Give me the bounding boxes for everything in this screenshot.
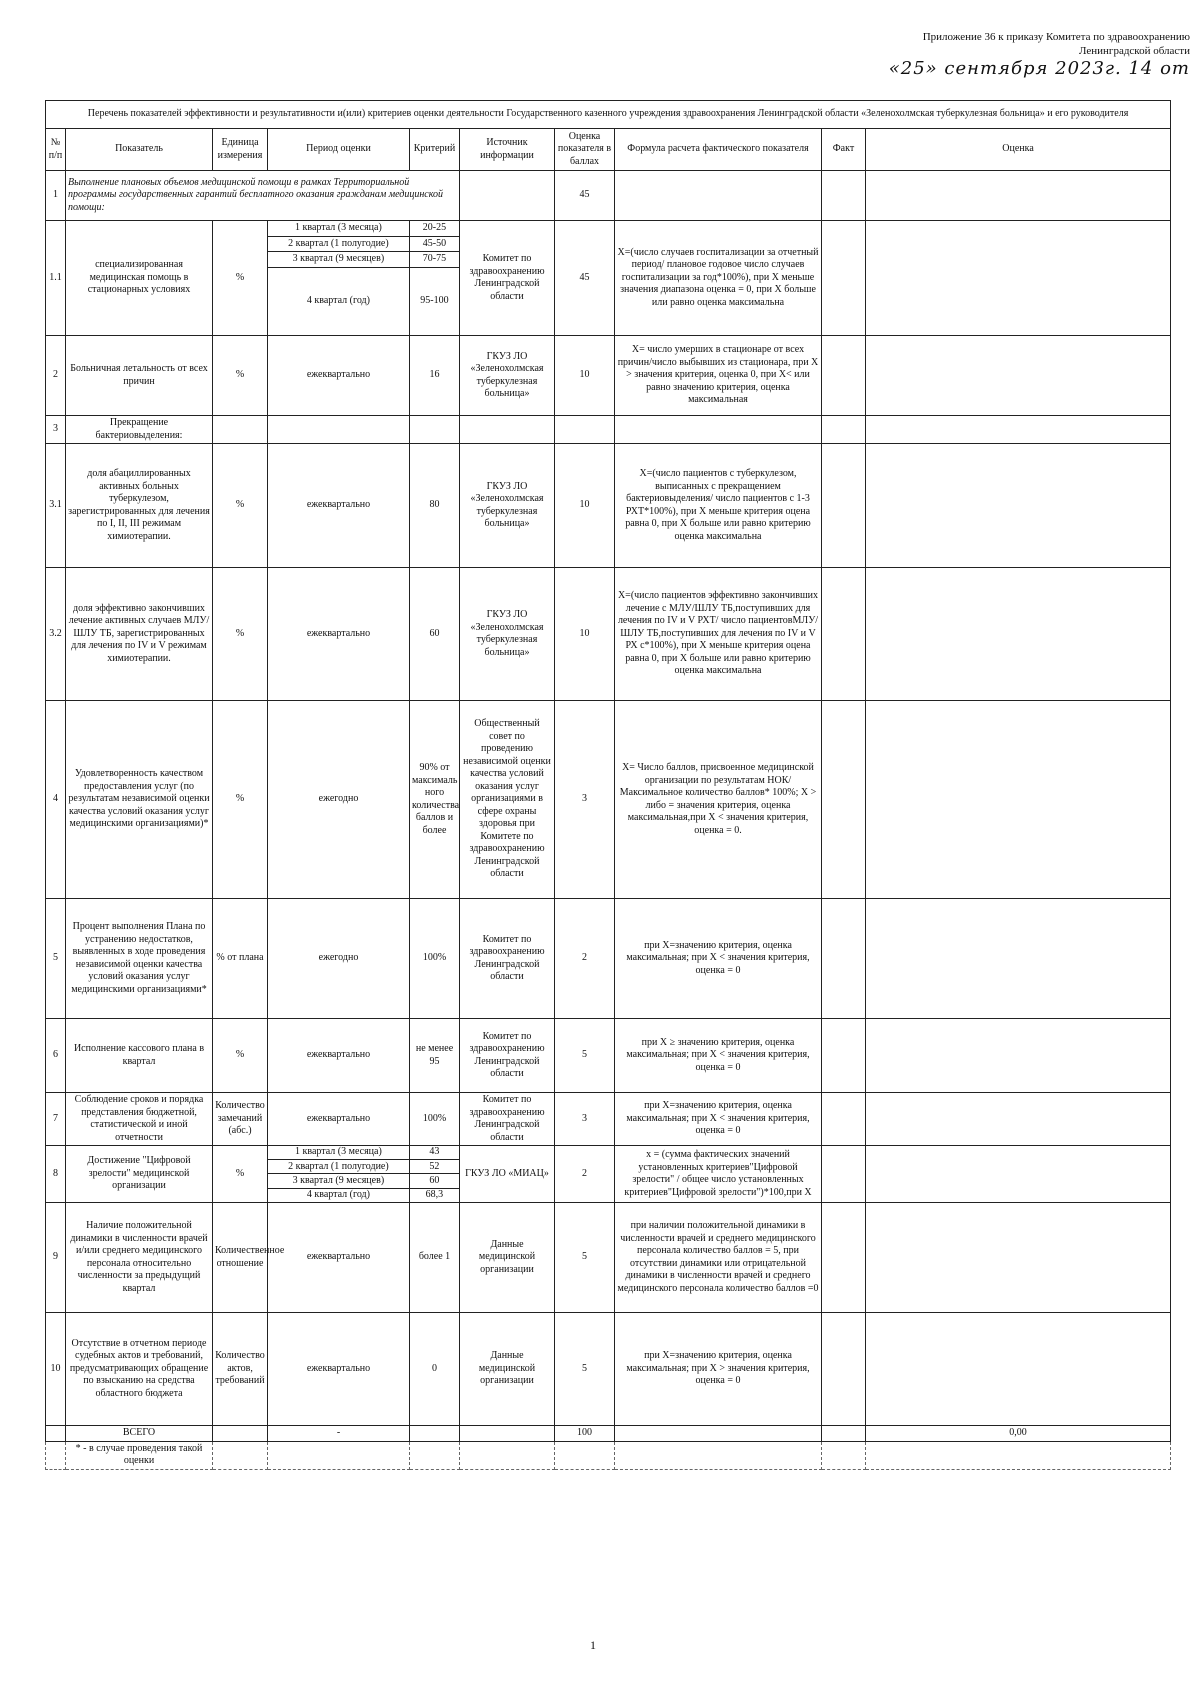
table-row [46, 899, 1171, 1019]
total-score: 100 [555, 1426, 615, 1442]
row-fact [822, 1313, 866, 1426]
row-formula: х = (сумма фактических значений установленных критериев"Цифровой зрелости" / общее число установленных критериев"Цифровой зрелости")*100,при Х [615, 1146, 822, 1203]
row-indicator: Процент выполнения Плана по устранению недостатков, выявленных в ходе проведения независимой оценки качества условий оказания услуг медицинскими организациями* [66, 899, 213, 1019]
row-num: 3.2 [46, 568, 66, 701]
row-source [460, 416, 555, 444]
period-q3: 3 квартал (9 месяцев) [268, 1174, 409, 1188]
row-indicator: Выполнение плановых объемов медицинской помощи в рамках Территориальной программы государственных гарантий бесплатного оказания гражданам медицинской помощи: [66, 171, 460, 221]
page-number: 1 [590, 1638, 596, 1652]
row-fact [822, 899, 866, 1019]
row-criterion [410, 1441, 460, 1469]
row-unit [213, 1426, 268, 1442]
row-score: 2 [555, 899, 615, 1019]
row-score: 3 [555, 701, 615, 899]
row-source [460, 1441, 555, 1469]
row-fact [822, 1426, 866, 1442]
row-period: ежегодно [268, 701, 410, 899]
row-score: 10 [555, 444, 615, 568]
row-formula [615, 416, 822, 444]
criterion-q3: 70-75 [409, 252, 459, 268]
table-row [46, 336, 1171, 416]
row-fact [822, 1019, 866, 1093]
row-score: 45 [555, 221, 615, 336]
row-evaluation [866, 899, 1171, 1019]
period-criteria-block [268, 1146, 460, 1203]
row-period: ежеквартально [268, 1019, 410, 1093]
col-unit: Единица измерения [213, 129, 268, 171]
row-unit [213, 1441, 268, 1469]
row-formula [615, 1426, 822, 1442]
row-fact [822, 336, 866, 416]
table-row [46, 568, 1171, 701]
table-row [46, 171, 1171, 221]
row-criterion: 60 [410, 568, 460, 701]
row-unit: % [213, 221, 268, 336]
row-indicator: Прекращение бактериовыделения: [66, 416, 213, 444]
row-period: ежеквартально [268, 568, 410, 701]
col-period: Период оценки [268, 129, 410, 171]
criterion-q4: 95-100 [420, 295, 449, 306]
row-source: Данные медицинской организации [460, 1313, 555, 1426]
row-criterion: не менее 95 [410, 1019, 460, 1093]
row-formula: при Х=значению критерия, оценка максимальная; при Х < значения критерия, оценка = 0 [615, 899, 822, 1019]
row-formula: Х= число умерших в стационаре от всех причин/число выбывших из стационара, при Х > значения критерия, оценка 0, при Х< или равно значению критерия, оценка максимальная [615, 336, 822, 416]
row-fact [822, 568, 866, 701]
row-source: ГКУЗ ЛО «Зеленохолмская туберкулезная больница» [460, 568, 555, 701]
row-criterion [410, 1426, 460, 1442]
period-q2: 2 квартал (1 полугодие) [268, 236, 409, 252]
row-num: 3.1 [46, 444, 66, 568]
row-period: ежеквартально [268, 1093, 410, 1146]
row-source: Комитет по здравоохранению Ленинградской области [460, 899, 555, 1019]
row-source: ГКУЗ ЛО «Зеленохолмская туберкулезная больница» [460, 336, 555, 416]
row-indicator: Достижение "Цифровой зрелости" медицинской организации [66, 1146, 213, 1203]
row-score: 10 [555, 336, 615, 416]
row-indicator: специализированная медицинская помощь в стационарных условиях [66, 221, 213, 336]
criterion-q2: 52 [409, 1160, 459, 1174]
row-unit: Количественное отношение [213, 1203, 268, 1313]
table-row [46, 1093, 1171, 1146]
row-period [268, 1441, 410, 1469]
handwritten-date: «25» сентября 2023г. 14 от [888, 58, 1190, 79]
row-period: ежегодно [268, 899, 410, 1019]
criterion-q2: 45-50 [409, 236, 459, 252]
table-row [46, 1146, 1171, 1203]
row-score: 5 [555, 1203, 615, 1313]
criterion-q3: 60 [409, 1174, 459, 1188]
period-q4: 4 квартал (год) [268, 267, 409, 335]
row-unit: % [213, 1019, 268, 1093]
period-q1: 1 квартал (3 месяца) [268, 1146, 409, 1160]
row-unit: Количество замечаний (абс.) [213, 1093, 268, 1146]
col-fact: Факт [822, 129, 866, 171]
col-num: № п/п [46, 129, 66, 171]
row-period: ежеквартально [268, 336, 410, 416]
row-source: Данные медицинской организации [460, 1203, 555, 1313]
row-source: Комитет по здравоохранению Ленинградской области [460, 1093, 555, 1146]
row-evaluation [866, 444, 1171, 568]
row-evaluation [866, 568, 1171, 701]
table-row [46, 701, 1171, 899]
total-evaluation: 0,00 [866, 1426, 1171, 1442]
row-evaluation [866, 416, 1171, 444]
row-num: 4 [46, 701, 66, 899]
header-line-1: Приложение 36 к приказу Комитета по здравоохранению [922, 31, 1190, 43]
row-num: 9 [46, 1203, 66, 1313]
row-formula: при Х=значению критерия, оценка максимальная; при Х > значения критерия, оценка = 0 [615, 1313, 822, 1426]
row-indicator: Наличие положительной динамики в численности врачей и/или среднего медицинского персонала относительно численности за предыдущий квартал [66, 1203, 213, 1313]
row-score: 3 [555, 1093, 615, 1146]
row-fact [822, 1093, 866, 1146]
row-num [46, 1441, 66, 1469]
table-title: Перечень показателей эффективности и результативности и(или) критериев оценки деятельности Государственного казенного учреждения здравоохранения Ленинградской области «Зеленохолмская туберкулезная больница» и его руководителя [46, 101, 1171, 129]
row-num: 6 [46, 1019, 66, 1093]
row-unit: % [213, 701, 268, 899]
row-indicator: Больничная летальность от всех причин [66, 336, 213, 416]
period-q3: 3 квартал (9 месяцев) [268, 252, 409, 268]
row-num: 7 [46, 1093, 66, 1146]
row-score: 45 [555, 171, 615, 221]
criterion-q1: 43 [409, 1146, 459, 1160]
row-criterion: 80 [410, 444, 460, 568]
row-evaluation [866, 1313, 1171, 1426]
row-formula: Х=(число пациентов с туберкулезом, выписанных с прекращением бактериовыделения/ число пациентов с 1-3 РХТ*100%), при Х меньше критерия оцена равна 0, при Х больше или равно критерию оценка максимальна [615, 444, 822, 568]
row-formula: при Х ≥ значению критерия, оценка максимальная; при Х < значения критерия, оценка = 0 [615, 1019, 822, 1093]
table-row [46, 444, 1171, 568]
row-fact [822, 701, 866, 899]
indicators-sheet [45, 100, 1170, 1470]
row-unit: % [213, 568, 268, 701]
row-evaluation [866, 221, 1171, 336]
col-criterion: Критерий [410, 129, 460, 171]
table-row [46, 1203, 1171, 1313]
indicators-table [45, 100, 1171, 1470]
row-evaluation [866, 171, 1171, 221]
row-indicator: Удовлетворенность качеством предоставления услуг (по результатам независимой оценки качества условий оказания услуг медицинскими организациями)* [66, 701, 213, 899]
row-indicator: Исполнение кассового плана в квартал [66, 1019, 213, 1093]
total-label: ВСЕГО [66, 1426, 213, 1442]
row-evaluation [866, 1093, 1171, 1146]
row-fact [822, 444, 866, 568]
row-indicator: Соблюдение сроков и порядка представления бюджетной, статистической и иной отчетности [66, 1093, 213, 1146]
row-num: 1.1 [46, 221, 66, 336]
row-num [46, 1426, 66, 1442]
row-score: 2 [555, 1146, 615, 1203]
row-formula: при Х=значению критерия, оценка максимальная; при Х < значения критерия, оценка = 0 [615, 1093, 822, 1146]
row-formula: Х=(число пациентов эффективно закончивших лечение с МЛУ/ШЛУ ТБ,поступивших для лечения по IV и V РХТ/ число пациентовМЛУ/ШЛУ ТБ,поступивших для лечения по IV и V РХ с*100%), при Х меньше критерия оцена равна 0, при Х больше или равно критерию оценка максимальна [615, 568, 822, 701]
row-fact [822, 221, 866, 336]
row-source: Комитет по здравоохранению Ленинградской области [460, 221, 555, 336]
row-formula: Х=(число случаев госпитализации за отчетный период/ плановое годовое число случаев госпитализации за год*100%), при Х меньше значения диапазона оценка = 0, при Х больше или равно оценка максимальна [615, 221, 822, 336]
footnote-text: * - в случае проведения такой оценки [66, 1441, 213, 1469]
row-source: Общественный совет по проведению независимой оценки качества условий оказания услуг организациями в сфере охраны здоровья при Комитете по здравоохранению Ленинградской области [460, 701, 555, 899]
row-unit: % от плана [213, 899, 268, 1019]
row-num: 5 [46, 899, 66, 1019]
document-header [840, 30, 1190, 80]
row-unit: Количество актов, требований [213, 1313, 268, 1426]
row-criterion: 0 [410, 1313, 460, 1426]
row-period: ежеквартально [268, 1203, 410, 1313]
table-row [46, 1019, 1171, 1093]
row-criterion: 16 [410, 336, 460, 416]
row-criterion: более 1 [410, 1203, 460, 1313]
row-period [268, 416, 410, 444]
row-num: 3 [46, 416, 66, 444]
row-evaluation [866, 701, 1171, 899]
col-evaluation: Оценка [866, 129, 1171, 171]
row-formula [615, 1441, 822, 1469]
table-header-row [46, 129, 1171, 171]
row-indicator: доля абациллированных активных больных туберкулезом, зарегистрированных для лечения по I, II, III режимам химиотерапии. [66, 444, 213, 568]
table-row [46, 221, 1171, 336]
table-row [46, 1313, 1171, 1426]
row-source: ГКУЗ ЛО «МИАЦ» [460, 1146, 555, 1203]
row-unit: % [213, 1146, 268, 1203]
period-criteria-block [268, 221, 460, 336]
row-indicator: доля эффективно закончивших лечение активных случаев МЛУ/ШЛУ ТБ, зарегистрированных для лечения по IV и V режимам химиотерапии. [66, 568, 213, 701]
row-fact [822, 416, 866, 444]
row-criterion: 100% [410, 1093, 460, 1146]
row-period: ежеквартально [268, 444, 410, 568]
col-formula: Формула расчета фактического показателя [615, 129, 822, 171]
col-score: Оценка показателя в баллах [555, 129, 615, 171]
row-unit [213, 416, 268, 444]
row-evaluation [866, 1203, 1171, 1313]
row-source: ГКУЗ ЛО «Зеленохолмская туберкулезная больница» [460, 444, 555, 568]
row-evaluation [866, 1146, 1171, 1203]
row-evaluation [866, 1019, 1171, 1093]
row-num: 8 [46, 1146, 66, 1203]
row-formula: при наличии положительной динамики в численности врачей и среднего медицинского персонала количество баллов = 5, при отсутствии динамики или отрицательной динамики в численности врачей и среднего медицинского персонала количество баллов =0 [615, 1203, 822, 1313]
row-fact [822, 1441, 866, 1469]
row-unit: % [213, 444, 268, 568]
header-line-2: Ленинградской области [1079, 45, 1190, 57]
col-indicator: Показатель [66, 129, 213, 171]
col-source: Источник информации [460, 129, 555, 171]
row-period: ежеквартально [268, 1313, 410, 1426]
row-indicator: Отсутствие в отчетном периоде судебных актов и требований, предусматривающих обращение по взысканию на средства областного бюджета [66, 1313, 213, 1426]
row-num: 2 [46, 336, 66, 416]
row-score: 5 [555, 1019, 615, 1093]
row-source: Комитет по здравоохранению Ленинградской области [460, 1019, 555, 1093]
row-fact [822, 171, 866, 221]
row-formula [615, 171, 822, 221]
row-fact [822, 1146, 866, 1203]
row-evaluation [866, 336, 1171, 416]
row-score [555, 1441, 615, 1469]
period-q1: 1 квартал (3 месяца) [268, 221, 409, 236]
table-row [46, 416, 1171, 444]
row-num: 1 [46, 171, 66, 221]
row-source [460, 1426, 555, 1442]
criterion-q4: 68,3 [425, 1189, 444, 1201]
criterion-q1: 20-25 [409, 221, 459, 236]
footnote-row [46, 1441, 1171, 1469]
row-score: 10 [555, 568, 615, 701]
row-source [460, 171, 555, 221]
row-num: 10 [46, 1313, 66, 1426]
row-criterion: 100% [410, 899, 460, 1019]
period-q4: 4 квартал (год) [268, 1188, 409, 1202]
total-row [46, 1426, 1171, 1442]
total-period: - [268, 1426, 410, 1442]
row-unit: % [213, 336, 268, 416]
row-score: 5 [555, 1313, 615, 1426]
row-fact [822, 1203, 866, 1313]
row-score [555, 416, 615, 444]
period-q2: 2 квартал (1 полугодие) [268, 1160, 409, 1174]
row-evaluation [866, 1441, 1171, 1469]
row-criterion: 90% от максималь ного количества баллов и более [410, 701, 460, 899]
row-criterion [410, 416, 460, 444]
row-formula: Х= Число баллов, присвоенное медицинской организации по результатам НОК/Максимальное количество баллов* 100%; Х > либо = значения критерия, оценка максимальная,при Х < значения критерия, оценка = 0. [615, 701, 822, 899]
